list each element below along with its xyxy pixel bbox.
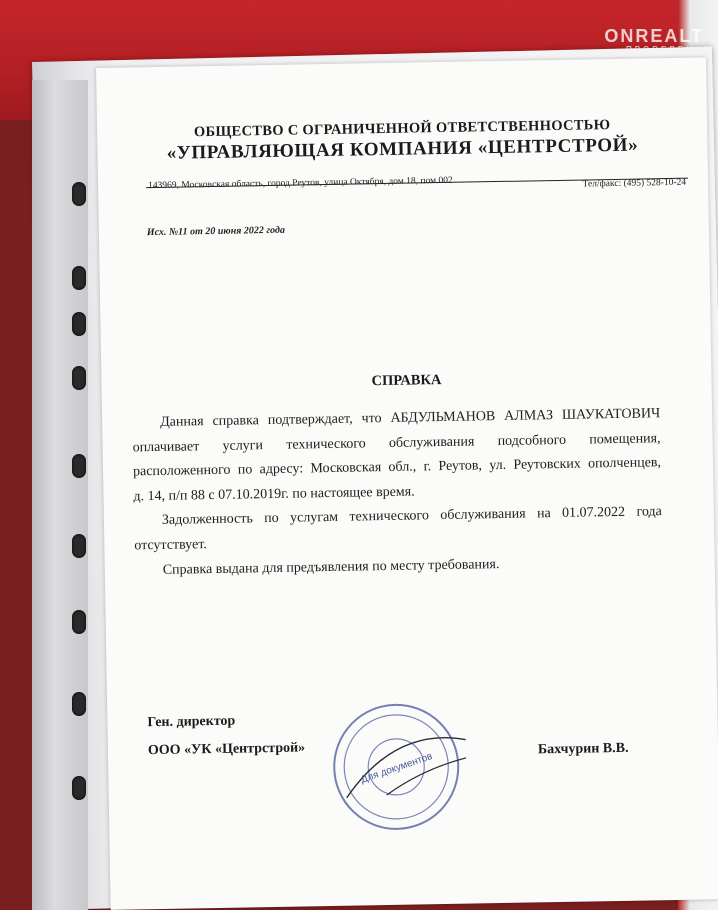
binder-hole xyxy=(72,366,86,390)
para1-line4: д. 14, п/п 88 с 07.10.2019г. по настоящее время. xyxy=(133,484,415,504)
document-reference: Исх. №11 от 20 июня 2022 года xyxy=(146,224,286,239)
para2-line1: Задолженность по услугам технического обслуживания на 01.07.2022 года xyxy=(161,504,662,528)
org-line-1: ОБЩЕСТВО С ОГРАНИЧЕННОЙ ОТВЕТСТВЕННОСТЬЮ xyxy=(193,117,611,141)
company-stamp xyxy=(325,696,467,838)
para1-line3: расположенного по адресу: Московская обл., г. Реутов, ул. Реутовских ополченцев, xyxy=(132,455,662,480)
para1-line2: оплачивает услуги технического обслуживания подсобного помещения, xyxy=(132,430,661,455)
binder-hole xyxy=(72,182,86,206)
document-page xyxy=(96,57,718,910)
binder-hole xyxy=(72,610,86,634)
binder-hole xyxy=(72,534,86,558)
binder-strip xyxy=(32,80,88,910)
signatory-position: Ген. директор xyxy=(147,713,236,731)
binder-hole xyxy=(72,692,86,716)
org-address: 143969, Московская область, город Реутов, улица Октября, дом 18, пом.002 xyxy=(147,175,453,192)
org-line-2: «УПРАВЛЯЮЩАЯ КОМПАНИЯ «ЦЕНТРСТРОЙ» xyxy=(166,134,639,164)
binder-hole xyxy=(72,776,86,800)
binder-hole xyxy=(72,312,86,336)
para1-line1: Данная справка подтверждает, что АБДУЛЬМАНОВ АЛМАЗ ШАУКАТОВИЧ xyxy=(160,406,661,430)
para3-line: Справка выдана для предъявления по месту требования. xyxy=(162,557,500,578)
signatory-name: Бахчурин В.В. xyxy=(537,740,629,758)
paragraph-1 xyxy=(132,402,662,509)
document-title: СПРАВКА xyxy=(371,372,442,390)
paragraph-2 xyxy=(134,500,663,558)
binder-hole xyxy=(72,454,86,478)
org-tel-fax: Тел/факс: (495) 528-10-24 xyxy=(582,177,687,190)
para2-line2: отсутствует. xyxy=(134,536,207,553)
stamp-text: Для документов xyxy=(359,750,434,786)
binder-hole xyxy=(72,266,86,290)
watermark-brand: ONREALT xyxy=(604,26,704,46)
signatory-company: ООО «УК «Центрстрой» xyxy=(147,740,306,759)
